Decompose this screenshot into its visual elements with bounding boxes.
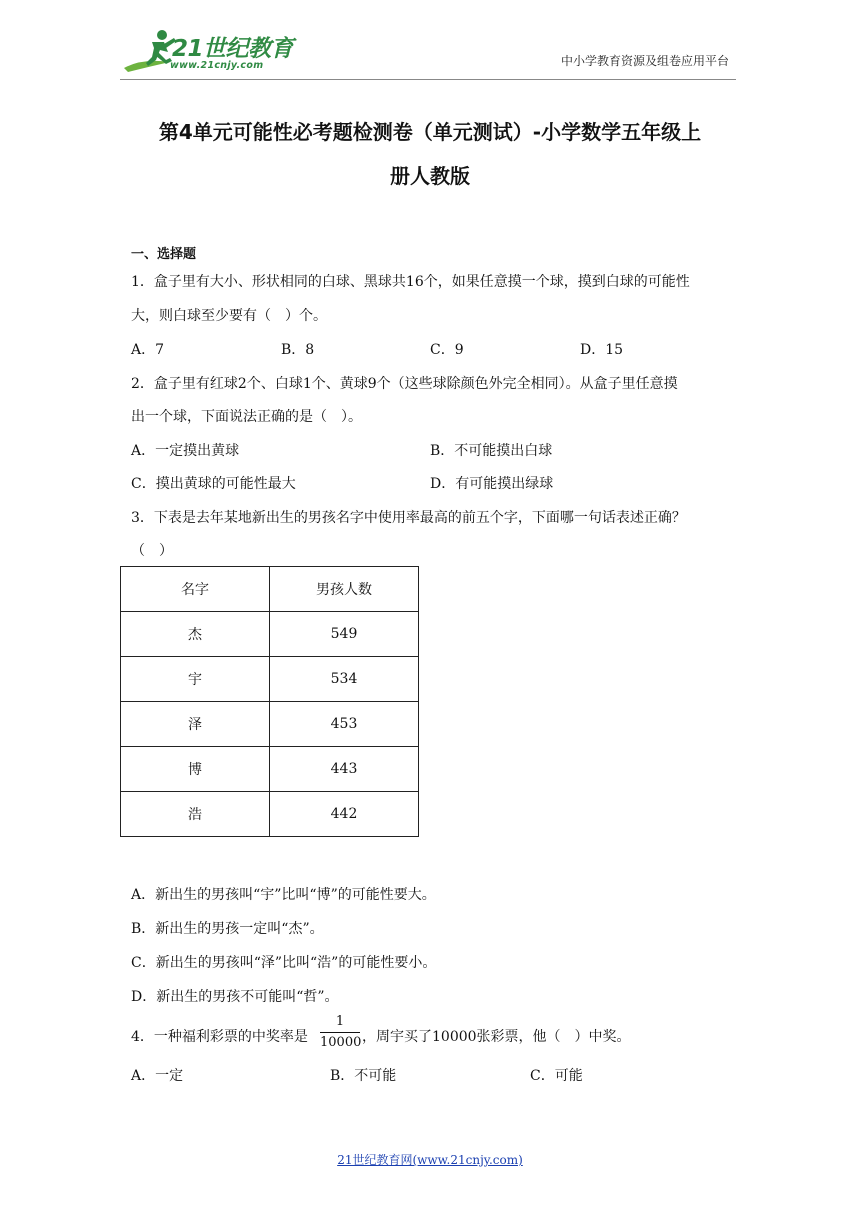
q3-option-d: D．新出生的男孩不可能叫“哲”。 bbox=[131, 989, 339, 1005]
table-cell: 泽 bbox=[121, 702, 270, 747]
fraction-bar bbox=[320, 1032, 360, 1033]
q3-stem-line-1: 3．下表是去年某地新出生的男孩名字中使用率最高的前五个字，下面哪一句话表述正确？ bbox=[131, 510, 686, 526]
table-cell: 浩 bbox=[121, 792, 270, 837]
table-cell: 442 bbox=[270, 792, 419, 837]
table-row bbox=[121, 657, 419, 702]
table-row bbox=[121, 747, 419, 792]
table-cell: 杰 bbox=[121, 612, 270, 657]
logo-text: 21世纪教育 bbox=[172, 36, 294, 62]
table-cell: 宇 bbox=[121, 657, 270, 702]
platform-name: 中小学教育资源及组卷应用平台 bbox=[560, 54, 729, 68]
q1-stem-line-1: 1．盒子里有大小、形状相同的白球、黑球共16个，如果任意摸一个球，摸到白球的可能性 bbox=[131, 274, 690, 290]
table-header-cell: 男孩人数 bbox=[270, 567, 419, 612]
section-heading: 一、选择题 bbox=[131, 247, 197, 262]
q4-stem-prefix: 4．一种福利彩票的中奖率是 bbox=[131, 1029, 308, 1045]
table-row bbox=[121, 702, 419, 747]
name-frequency-table bbox=[120, 566, 419, 837]
q3-option-a: A．新出生的男孩叫“宇”比叫“博”的可能性要大。 bbox=[131, 887, 436, 903]
q1-option-d: D．15 bbox=[580, 342, 624, 358]
fraction-denominator: 10000 bbox=[320, 1035, 362, 1050]
table-cell: 453 bbox=[270, 702, 419, 747]
q1-option-a: A．7 bbox=[131, 342, 165, 358]
table-row bbox=[121, 612, 419, 657]
q2-option-a: A．一定摸出黄球 bbox=[131, 443, 240, 459]
q1-stem-line-2: 大，则白球至少要有（ ）个。 bbox=[131, 308, 327, 324]
footer-link[interactable]: 21世纪教育网(www.21cnjy.com) bbox=[337, 1153, 523, 1167]
table-cell: 549 bbox=[270, 612, 419, 657]
q4-option-a: A．一定 bbox=[131, 1068, 184, 1084]
q3-stem-line-2: （ ） bbox=[131, 543, 173, 559]
page-header bbox=[0, 0, 860, 80]
q1-option-b: B．8 bbox=[281, 342, 315, 358]
footer bbox=[0, 1151, 860, 1168]
q2-stem-line-1: 2．盒子里有红球2个、白球1个、黄球9个（这些球除颜色外完全相同）。从盒子里任意摸 bbox=[131, 376, 678, 392]
table-cell: 534 bbox=[270, 657, 419, 702]
q2-option-d: D．有可能摸出绿球 bbox=[430, 476, 554, 492]
header-divider bbox=[120, 79, 736, 80]
page-title-line-1: 第4单元可能性必考题检测卷（单元测试）-小学数学五年级上 bbox=[158, 120, 702, 144]
table-cell: 博 bbox=[121, 747, 270, 792]
page-title-line-2: 册人教版 bbox=[390, 164, 470, 188]
q1-option-c: C．9 bbox=[430, 342, 464, 358]
table-header-row bbox=[121, 567, 419, 612]
q2-option-b: B．不可能摸出白球 bbox=[430, 443, 553, 459]
q3-option-b: B．新出生的男孩一定叫“杰”。 bbox=[131, 921, 324, 937]
table-cell: 443 bbox=[270, 747, 419, 792]
fraction-numerator: 1 bbox=[335, 1014, 345, 1029]
logo-url: www.21cnjy.com bbox=[170, 60, 264, 71]
probability-fraction bbox=[320, 1013, 360, 1052]
q3-option-c: C．新出生的男孩叫“泽”比叫“浩”的可能性要小。 bbox=[131, 955, 437, 971]
q4-option-c: C．可能 bbox=[530, 1068, 583, 1084]
q2-option-c: C．摸出黄球的可能性最大 bbox=[131, 476, 296, 492]
table-row bbox=[121, 792, 419, 837]
table-header-cell: 名字 bbox=[121, 567, 270, 612]
q4-stem-suffix: ，周宇买了10000张彩票，他（ ）中奖。 bbox=[362, 1029, 631, 1045]
q4-option-b: B．不可能 bbox=[330, 1068, 397, 1084]
q2-stem-line-2: 出一个球，下面说法正确的是（ ）。 bbox=[131, 409, 362, 425]
